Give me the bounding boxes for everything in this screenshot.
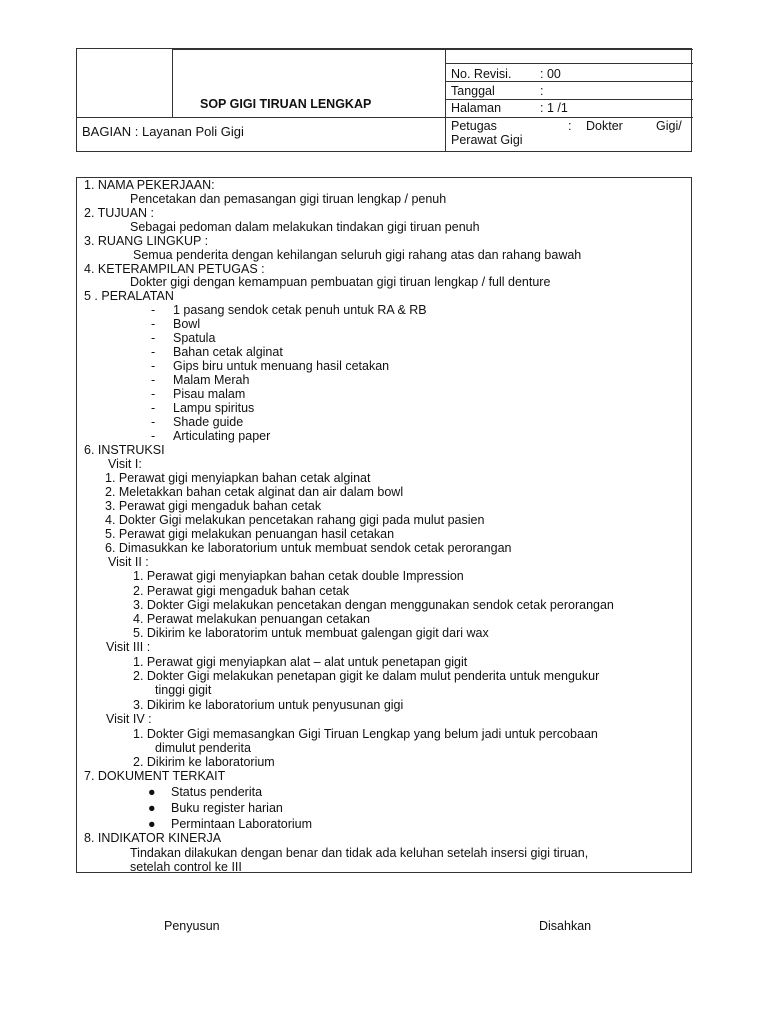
section-dokument-heading: 7. DOKUMENT TERKAIT xyxy=(84,769,226,783)
bullet-icon: ● xyxy=(148,801,156,815)
section-tujuan-heading: 2. TUJUAN : xyxy=(84,206,154,220)
halaman-value: : 1 /1 xyxy=(540,101,568,115)
visit-4-label: Visit IV : xyxy=(106,712,152,726)
visit-1-item: 3. Perawat gigi mengaduk bahan cetak xyxy=(105,499,322,513)
peralatan-dash: - xyxy=(151,331,156,345)
dokument-item: Permintaan Laboratorium xyxy=(171,817,313,831)
dokument-item: Status penderita xyxy=(171,785,263,799)
visit-3-label: Visit III : xyxy=(106,640,151,654)
section-nama-text: Pencetakan dan pemasangan gigi tiruan lengkap / penuh xyxy=(130,192,447,206)
peralatan-item: Malam Merah xyxy=(173,373,250,387)
tanggal-value: : xyxy=(540,84,544,98)
visit-1-item: 2. Meletakkan bahan cetak alginat dan air dalam bowl xyxy=(105,485,404,499)
visit-1-item: 5. Perawat gigi melakukan penuangan hasil cetakan xyxy=(105,527,395,541)
petugas-value-gigi: Gigi/ xyxy=(656,119,682,133)
visit-2-item: 1. Perawat gigi menyiapkan bahan cetak double Impression xyxy=(133,569,464,583)
peralatan-item: Bahan cetak alginat xyxy=(173,345,283,359)
section-peralatan-heading: 5 . PERALATAN xyxy=(84,289,174,303)
peralatan-dash: - xyxy=(151,359,156,373)
peralatan-item: Lampu spiritus xyxy=(173,401,255,415)
peralatan-item: Pisau malam xyxy=(173,387,246,401)
visit-2-item: 3. Dokter Gigi melakukan pencetakan dengan menggunakan sendok cetak perorangan xyxy=(133,598,614,612)
no-revisi-label: No. Revisi. xyxy=(451,67,512,81)
section-ruang-heading: 3. RUANG LINGKUP : xyxy=(84,234,209,248)
visit-1-item: 1. Perawat gigi menyiapkan bahan cetak alginat xyxy=(105,471,371,485)
section-keterampilan-heading: 4. KETERAMPILAN PETUGAS : xyxy=(84,262,265,276)
tanggal-label: Tanggal xyxy=(451,84,495,98)
bullet-icon: ● xyxy=(148,817,156,831)
section-indikator-heading: 8. INDIKATOR KINERJA xyxy=(84,831,222,845)
visit-3-item: 3. Dikirim ke laboratorium untuk penyusunan gigi xyxy=(133,698,404,712)
signature-penyusun: Penyusun xyxy=(164,919,220,933)
peralatan-item: Spatula xyxy=(173,331,216,345)
visit-3-item-continuation: tinggi gigit xyxy=(155,683,212,697)
document-title: SOP GIGI TIRUAN LENGKAP xyxy=(200,97,372,111)
peralatan-dash: - xyxy=(151,317,156,331)
section-keterampilan-text: Dokter gigi dengan kemampuan pembuatan gigi tiruan lengkap / full denture xyxy=(130,275,551,289)
peralatan-item: Articulating paper xyxy=(173,429,271,443)
petugas-label: Petugas xyxy=(451,119,497,133)
visit-1-label: Visit I: xyxy=(108,457,142,471)
bullet-icon: ● xyxy=(148,785,156,799)
peralatan-dash: - xyxy=(151,345,156,359)
peralatan-dash: - xyxy=(151,415,156,429)
visit-1-item: 4. Dokter Gigi melakukan pencetakan rahang gigi pada mulut pasien xyxy=(105,513,485,527)
visit-3-item: 2. Dokter Gigi melakukan penetapan gigit ke dalam mulut penderita untuk mengukur xyxy=(133,669,600,683)
visit-3-item: 1. Perawat gigi menyiapkan alat – alat untuk penetapan gigit xyxy=(133,655,468,669)
peralatan-item: 1 pasang sendok cetak penuh untuk RA & RB xyxy=(173,303,427,317)
peralatan-dash: - xyxy=(151,429,156,443)
visit-4-item: 1. Dokter Gigi memasangkan Gigi Tiruan Lengkap yang belum jadi untuk percobaan xyxy=(133,727,598,741)
peralatan-dash: - xyxy=(151,303,156,317)
visit-2-item: 5. Dikirim ke laboratorim untuk membuat galengan gigit dari wax xyxy=(133,626,489,640)
peralatan-item: Bowl xyxy=(173,317,201,331)
peralatan-dash: - xyxy=(151,401,156,415)
visit-4-item-continuation: dimulut penderita xyxy=(155,741,251,755)
halaman-label: Halaman xyxy=(451,101,502,115)
petugas-value-perawat: Perawat Gigi xyxy=(451,133,523,147)
petugas-value-dokter: Dokter xyxy=(586,119,623,133)
peralatan-item: Shade guide xyxy=(173,415,244,429)
peralatan-dash: - xyxy=(151,373,156,387)
bagian-label: BAGIAN : Layanan Poli Gigi xyxy=(82,124,244,139)
visit-2-item: 2. Perawat gigi mengaduk bahan cetak xyxy=(133,584,350,598)
visit-1-item: 6. Dimasukkan ke laboratorium untuk membuat sendok cetak perorangan xyxy=(105,541,512,555)
section-instruksi-heading: 6. INSTRUKSI xyxy=(84,443,165,457)
no-revisi-value: : 00 xyxy=(540,67,561,81)
peralatan-dash: - xyxy=(151,387,156,401)
section-indikator-text: Tindakan dilakukan dengan benar dan tidak ada keluhan setelah insersi gigi tiruan, xyxy=(130,846,589,860)
petugas-separator: : xyxy=(568,119,572,133)
signature-disahkan: Disahkan xyxy=(539,919,592,933)
peralatan-item: Gips biru untuk menuang hasil cetakan xyxy=(173,359,390,373)
visit-2-item: 4. Perawat melakukan penuangan cetakan xyxy=(133,612,370,626)
visit-2-label: Visit II : xyxy=(108,555,149,569)
visit-4-item: 2. Dikirim ke laboratorium xyxy=(133,755,275,769)
dokument-item: Buku register harian xyxy=(171,801,283,815)
section-indikator-text-continuation: setelah control ke III xyxy=(130,860,242,874)
section-tujuan-text: Sebagai pedoman dalam melakukan tindakan gigi tiruan penuh xyxy=(130,220,480,234)
section-ruang-text: Semua penderita dengan kehilangan seluruh gigi rahang atas dan rahang bawah xyxy=(133,248,582,262)
section-nama-heading: 1. NAMA PEKERJAAN: xyxy=(84,178,215,192)
